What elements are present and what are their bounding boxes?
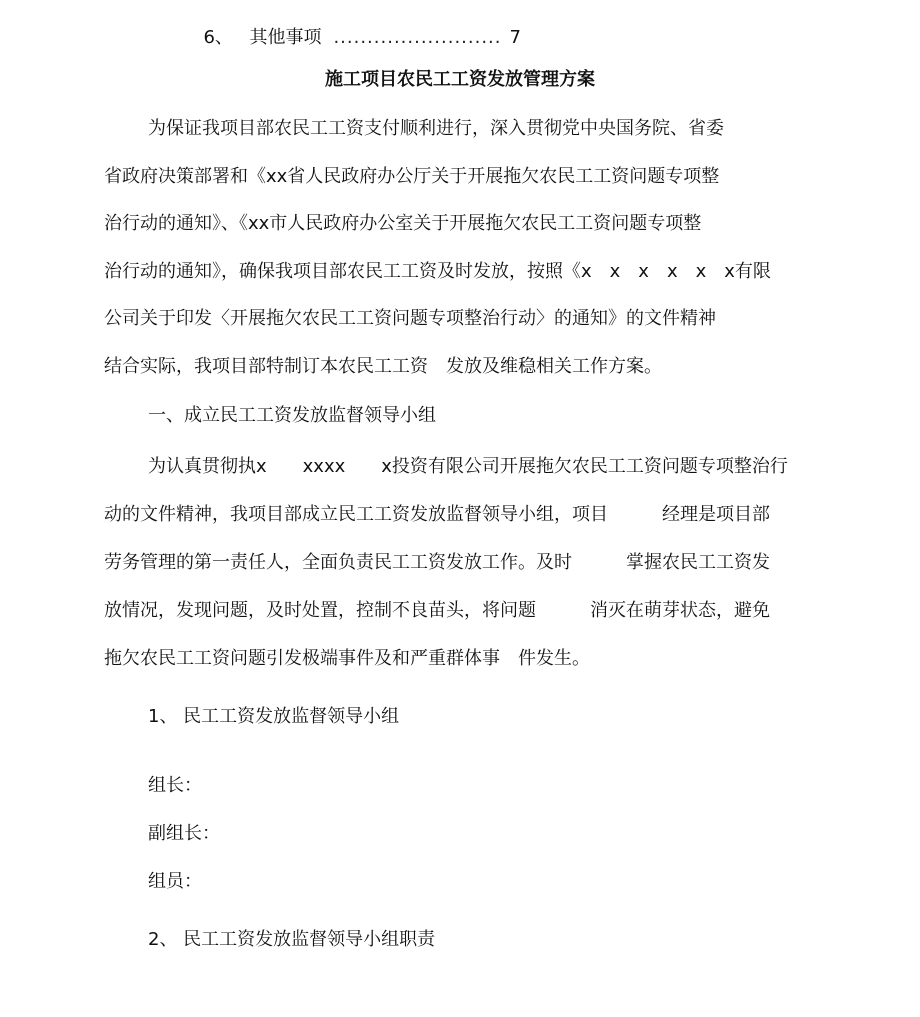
toc-label: 其他事项 [249,27,322,48]
toc-leader-dots: ......................... [333,27,502,48]
toc-number: 6、 [203,27,233,48]
subsection-2-heading: 2、 民工工资发放监督领导小组职责 [148,929,436,950]
document-title: 施工项目农民工工资发放管理方案 [325,69,595,90]
intro-line-5: 公司关于印发〈开展拖欠农民工工资问题专项整治行动〉的通知》的文件精神 [104,308,716,329]
section-line-1: 为认真贯彻执x xxxx x投资有限公司开展拖欠农民工工资问题专项整治行 [148,456,788,477]
subsection-1-heading: 1、 民工工资发放监督领导小组 [148,706,400,727]
intro-line-6: 结合实际，我项目部特制订本农民工工资 发放及维稳相关工作方案。 [104,356,662,377]
intro-line-2: 省政府决策部署和《xx省人民政府办公厅关于开展拖欠农民工工资问题专项整 [104,166,720,187]
section-line-2: 动的文件精神，我项目部成立民工工资发放监督领导小组，项目 经理是项目部 [104,504,770,525]
intro-line-3: 治行动的通知》、《xx市人民政府办公室关于开展拖欠农民工工资问题专项整 [104,213,702,234]
section-line-3: 劳务管理的第一责任人，全面负责民工工资发放工作。及时 掌握农民工工资发 [104,552,770,573]
role-members: 组员： [148,871,202,892]
role-leader: 组长： [148,775,202,796]
role-deputy: 副组长： [148,823,220,844]
section-heading: 一、成立民工工资发放监督领导小组 [148,405,436,426]
intro-line-1: 为保证我项目部农民工工资支付顺利进行，深入贯彻党中央国务院、省委 [148,118,724,139]
section-line-5: 拖欠农民工工资问题引发极端事件及和严重群体事 件发生。 [104,648,590,669]
section-line-4: 放情况，发现问题，及时处置，控制不良苗头，将问题 消灭在萌芽状态，避免 [104,600,770,621]
toc-page-number: 7 [509,27,521,48]
intro-line-4: 治行动的通知》，确保我项目部农民工工资及时发放，按照《x x x x x x有限 [104,261,771,282]
toc-entry [192,2,521,50]
